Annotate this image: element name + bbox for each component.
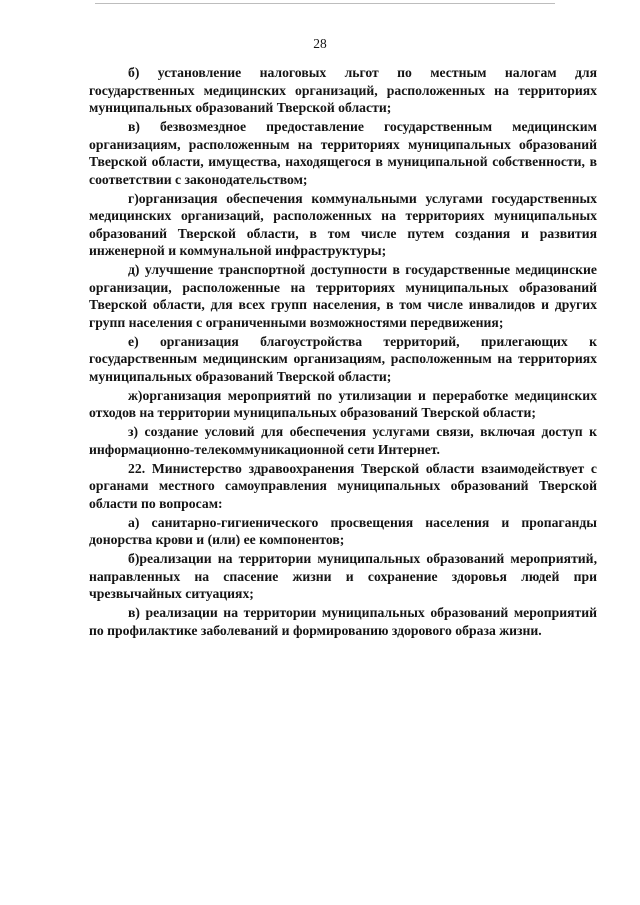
paragraph-zh-medical-waste: ж)организация мероприятий по утилизации и переработке медицинских отходов на территории муниципальных образований Тверской области; — [89, 387, 597, 420]
page-number: 28 — [313, 36, 327, 51]
paragraph-e-landscaping: е) организация благоустройства территорий, прилегающих к государственным медицинским организациям, расположенным на территориях муниципальных образований Тверской области; — [89, 333, 597, 384]
document-body — [89, 64, 597, 639]
paragraph-v-prevention: в) реализации на территории муниципальных образований мероприятий по профилактике заболеваний и формированию здорового образа жизни. — [89, 605, 597, 638]
paragraph-22-ministry: 22. Министерство здравоохранения Тверской области взаимодействует с органами местного самоуправления муниципальных образований Тверской области по вопросам: — [89, 460, 597, 511]
paragraph-b-tax-benefits: б) установление налоговых льгот по местным налогам для государственных медицинских организаций, расположенных на территориях муниципальных образований Тверской области; — [89, 65, 597, 115]
paragraph-v-property-transfer: в) безвозмездное предоставление государственным медицинским организациям, расположенным на территориях муниципальных образований Тверской области, имущества, находящегося в муниципальной собственности, в соответствии с законодательством; — [89, 119, 597, 187]
paragraph-a-hygiene-education: а) санитарно-гигиенического просвещения населения и пропаганды донорства крови и (или) ее компонентов; — [89, 514, 597, 547]
paragraph-b-emergencies: б)реализации на территории муниципальных образований мероприятий, направленных на спасение жизни и сохранение здоровья людей при чрезвычайных ситуациях; — [89, 551, 597, 601]
paragraph-d-transport-access: д) улучшение транспортной доступности в государственные медицинские организации, расположенные на территориях муниципальных образований Тверской области, для всех групп населения, в том числе инвалидов и других групп населения с ограниченными возможностями передвижения; — [89, 262, 597, 330]
paragraph-g-utilities: г)организация обеспечения коммунальными услугами государственных медицинских организаций, расположенных на территориях муниципальных образований Тверской области, в том числе путем создания и развития инженерной и коммунальной инфраструктуры; — [89, 190, 597, 258]
paragraph-z-communications: з) создание условий для обеспечения услугами связи, включая доступ к информационно-телекоммуникационной сети Интернет. — [89, 424, 597, 457]
scan-top-edge — [95, 3, 555, 4]
